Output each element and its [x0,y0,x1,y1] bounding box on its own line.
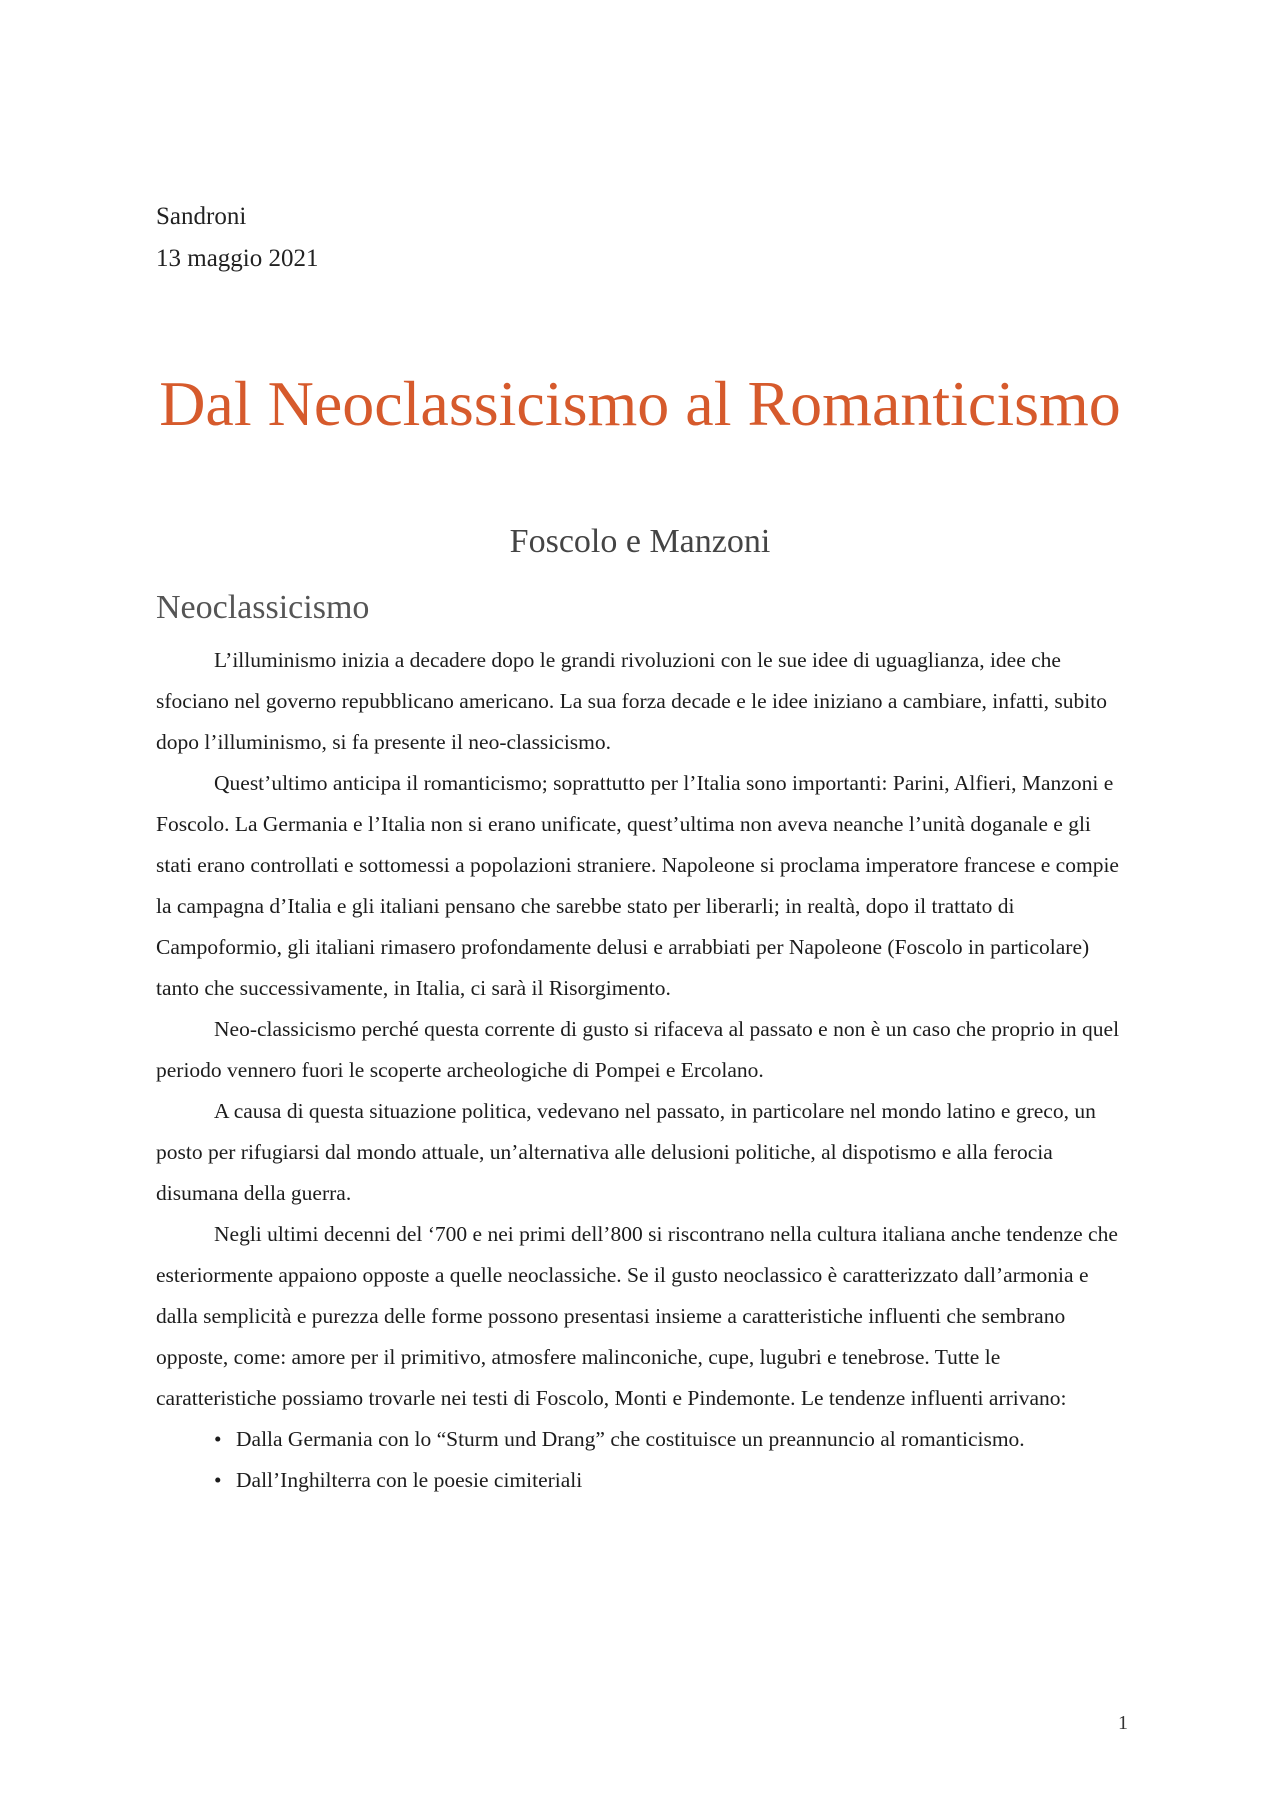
bullet-item [214,1419,1124,1460]
paragraph: A causa di questa situazione politica, vedevano nel passato, in particolare nel mondo latino e greco, un posto per rifugiarsi dal mondo attuale, un’alternativa alle delusioni politiche, al dispotismo e alla ferocia disumana della guerra. [156,1099,1096,1205]
author-name: Sandroni [156,203,247,230]
bullet-text: Dall’Inghilterra con le poesie cimiteriali [236,1468,583,1492]
bullet-text: Dalla Germania con lo “Sturm und Drang” che costituisce un preannuncio al romanticismo. [236,1427,1025,1451]
document-date: 13 maggio 2021 [156,245,319,272]
section-body [156,640,1124,1501]
bullet-icon: • [214,1427,222,1451]
section-heading: Neoclassicismo [156,589,370,626]
paragraph: L’illuminismo inizia a decadere dopo le grandi rivoluzioni con le sue idee di uguaglianza, idee che sfociano nel governo repubblicano americano. La sua forza decade e le idee iniziano a cambiare, infatti, subito dopo l’illuminismo, si fa presente il neo-classicismo. [156,648,1107,754]
document-subtitle: Foscolo e Manzoni [509,523,771,560]
document-title: Dal Neoclassicismo al Romanticismo [159,368,1121,439]
paragraph: Quest’ultimo anticipa il romanticismo; soprattutto per l’Italia sono importanti: Parini, Alfieri, Manzoni e Foscolo. La Germania e l’Italia non si erano unificate, quest’ultima non aveva neanche l’unità doganale e gli stati erano controllati e sottomessi a popolazioni straniere. Napoleone si proclama imperatore francese e compie la campagna d’Italia e gli italiani pensano che sarebbe stato per liberarli; in realtà, dopo il trattato di Campoformio, gli italiani rimasero profondamente delusi e arrabbiati per Napoleone (Foscolo in particolare) tanto che successivamente, in Italia, ci sarà il Risorgimento. [156,771,1119,1000]
paragraph: Neo-classicismo perché questa corrente di gusto si rifaceva al passato e non è un caso che proprio in quel periodo vennero fuori le scoperte archeologiche di Pompei e Ercolano. [156,1017,1120,1082]
document-meta [156,196,319,280]
page-number: 1 [1118,1712,1128,1734]
bullet-icon: • [214,1468,222,1492]
bullet-list [156,1419,1124,1501]
bullet-item [214,1460,1124,1501]
paragraph: Negli ultimi decenni del ‘700 e nei primi dell’800 si riscontrano nella cultura italiana anche tendenze che esteriormente appaiono opposte a quelle neoclassiche. Se il gusto neoclassico è caratterizzato dall’armonia e dalla semplicità e purezza delle forme possono presentasi insieme a caratteristiche influenti che sembrano opposte, come: amore per il primitivo, atmosfere malinconiche, cupe, lugubri e tenebrose. Tutte le caratteristiche possiamo trovarle nei testi di Foscolo, Monti e Pindemonte. Le tendenze influenti arrivano: [156,1222,1118,1410]
